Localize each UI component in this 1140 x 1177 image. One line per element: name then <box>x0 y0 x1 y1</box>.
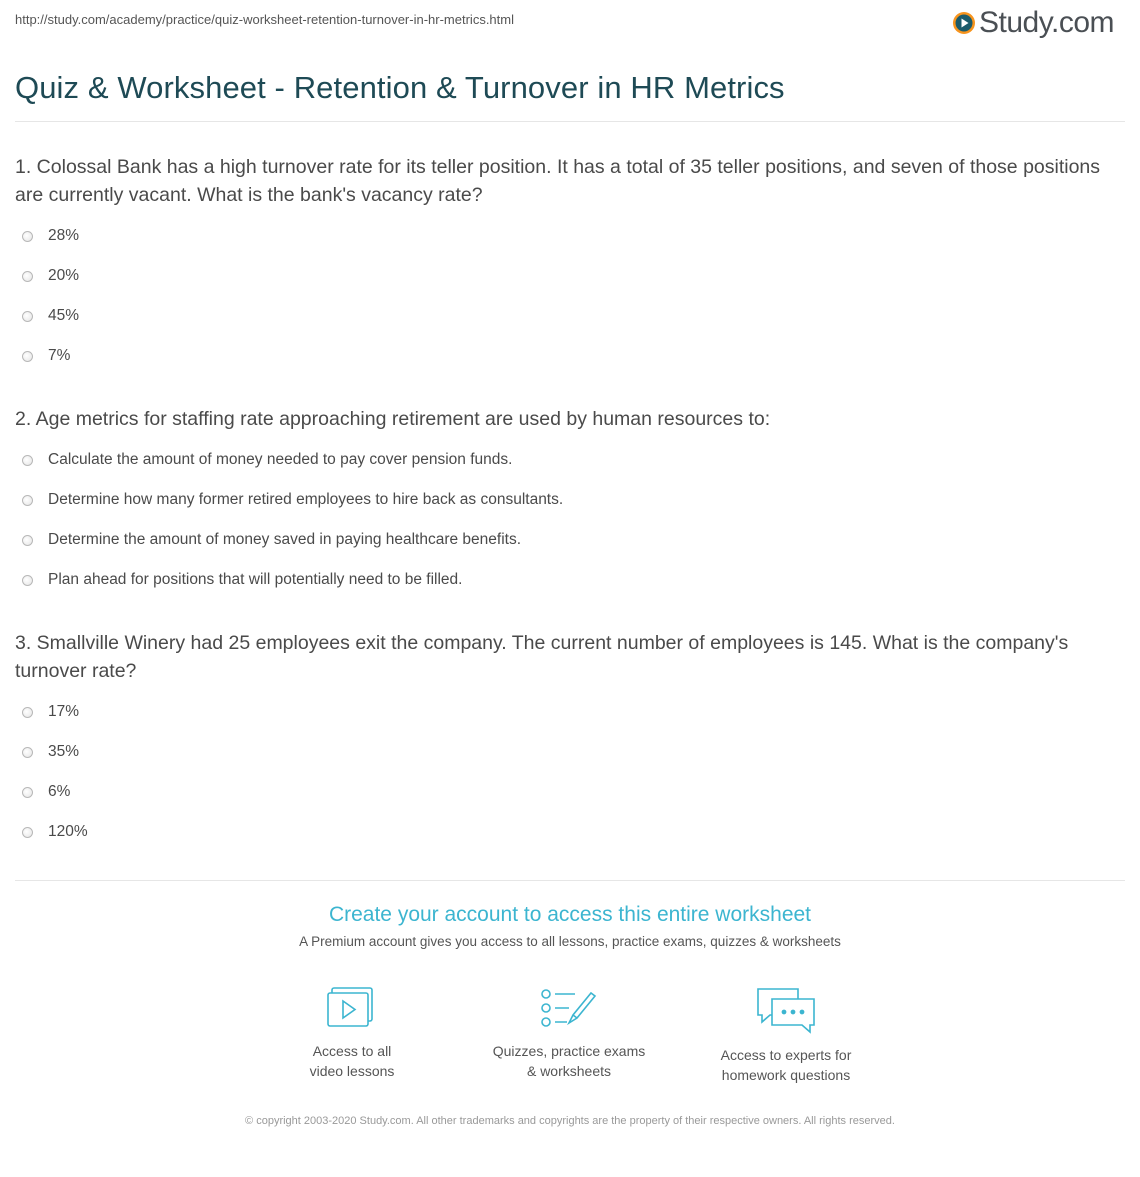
question-1: 1. Colossal Bank has a high turnover rate for its teller position. It has a total of 35 teller positions, and seven of those positions are currently vacant. What is the bank's vacancy rate? <box>15 156 1101 206</box>
title-divider <box>15 121 1125 122</box>
radio-button[interactable] <box>22 271 33 282</box>
radio-button[interactable] <box>22 747 33 758</box>
radio-button[interactable] <box>22 455 33 466</box>
study-logo[interactable] <box>952 6 1114 40</box>
feature-label: Access to experts for homework questions <box>720 1047 852 1083</box>
answer-label: Determine the amount of money saved in paying healthcare benefits. <box>48 531 522 548</box>
question-3-options <box>22 692 88 852</box>
video-lesson-icon <box>324 985 380 1031</box>
answer-option[interactable] <box>22 812 88 852</box>
answer-option[interactable] <box>22 440 563 480</box>
question-2: 2. Age metrics for staffing rate approaching retirement are used by human resources to: <box>15 408 771 430</box>
feature-experts <box>696 985 876 1085</box>
feature-video-lessons <box>262 985 442 1081</box>
play-logo-icon <box>952 11 976 35</box>
cta-subtitle: A Premium account gives you access to all lessons, practice exams, quizzes & worksheets <box>299 934 841 949</box>
answer-option[interactable] <box>22 732 88 772</box>
feature-label: Access to all video lessons <box>309 1043 395 1079</box>
radio-button[interactable] <box>22 827 33 838</box>
question-2-options <box>22 440 563 600</box>
page-title: Quiz & Worksheet - Retention & Turnover in HR Metrics <box>15 70 785 105</box>
quiz-checklist-icon <box>539 985 599 1031</box>
answer-label: Calculate the amount of money needed to pay cover pension funds. <box>48 451 513 468</box>
answer-option[interactable] <box>22 480 563 520</box>
answer-option[interactable] <box>22 560 563 600</box>
radio-button[interactable] <box>22 575 33 586</box>
answer-option[interactable] <box>22 772 88 812</box>
cta-divider <box>15 880 1125 881</box>
radio-button[interactable] <box>22 787 33 798</box>
feature-label: Quizzes, practice exams & worksheets <box>492 1043 646 1079</box>
question-1-options <box>22 216 79 376</box>
answer-option[interactable] <box>22 296 79 336</box>
answer-option[interactable] <box>22 216 79 256</box>
answer-label: 28% <box>48 227 80 244</box>
answer-label: 7% <box>48 347 71 364</box>
radio-button[interactable] <box>22 351 33 362</box>
answer-label: 6% <box>48 783 71 800</box>
radio-button[interactable] <box>22 311 33 322</box>
answer-label: 20% <box>48 267 80 284</box>
answer-option[interactable] <box>22 692 88 732</box>
radio-button[interactable] <box>22 231 33 242</box>
radio-button[interactable] <box>22 535 33 546</box>
answer-option[interactable] <box>22 256 79 296</box>
radio-button[interactable] <box>22 495 33 506</box>
answer-label: 35% <box>48 743 80 760</box>
answer-option[interactable] <box>22 336 79 376</box>
copyright-notice: © copyright 2003-2020 Study.com. All other trademarks and copyrights are the property of their respective owners. All rights reserved. <box>245 1115 895 1127</box>
page-url: http://study.com/academy/practice/quiz-worksheet-retention-turnover-in-hr-metrics.html <box>15 12 514 27</box>
create-account-link[interactable]: Create your account to access this entire worksheet <box>328 903 812 926</box>
feature-quizzes <box>479 985 659 1081</box>
logo-text: Study.com <box>979 6 1114 39</box>
answer-option[interactable] <box>22 520 563 560</box>
top-bar <box>0 0 1140 50</box>
radio-button[interactable] <box>22 707 33 718</box>
expert-chat-icon <box>754 985 818 1035</box>
answer-label: Determine how many former retired employees to hire back as consultants. <box>48 491 564 508</box>
answer-label: Plan ahead for positions that will potentially need to be filled. <box>48 571 463 588</box>
question-3: 3. Smallville Winery had 25 employees exit the company. The current number of employees is 145. What is the company's turnover rate? <box>15 632 1069 682</box>
answer-label: 120% <box>48 823 88 840</box>
answer-label: 17% <box>48 703 80 720</box>
answer-label: 45% <box>48 307 80 324</box>
